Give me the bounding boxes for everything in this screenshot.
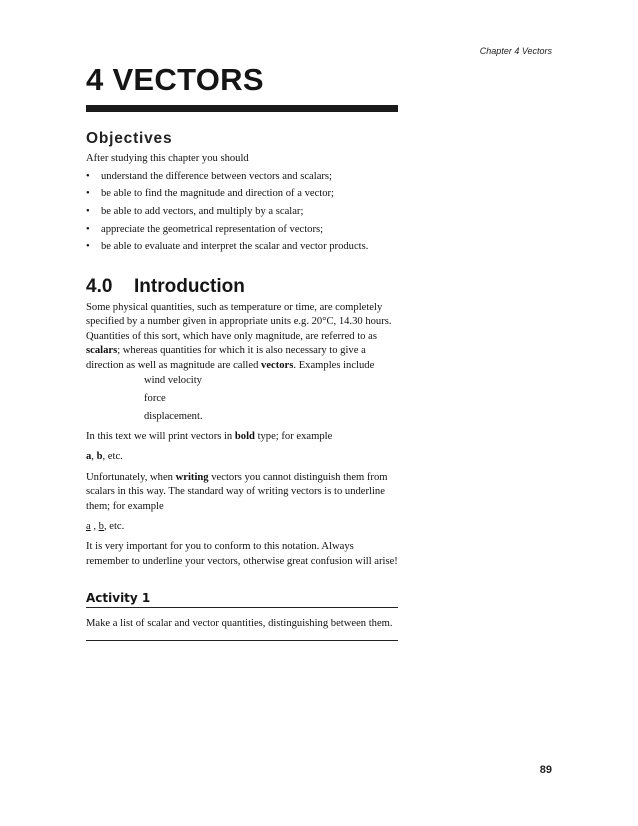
term-scalars: scalars	[86, 345, 118, 357]
section-heading	[86, 275, 398, 297]
objective-text: be able to add vectors, and multiply by a scalar;	[101, 206, 304, 217]
introduction-body	[86, 301, 398, 569]
example-item: force	[144, 392, 166, 404]
activity-heading: Activity 1	[86, 591, 398, 607]
underlined-vector-example	[86, 520, 398, 534]
section-title: Introduction	[134, 275, 245, 297]
intro-paragraph	[86, 301, 398, 373]
bullet-icon: •	[86, 188, 90, 200]
text-run: In this text we will print vectors in	[86, 431, 235, 443]
bullet-icon: •	[86, 206, 90, 217]
bullet-icon: •	[86, 223, 90, 235]
activity-bottom-rule	[86, 640, 398, 641]
text-run: , etc.	[102, 451, 123, 463]
term-bold: bold	[234, 431, 255, 443]
text-run: Some physical quantities, such as temperature or time, are completely specified by a number given in appropriate units e.g. 20°C, 14.30 hours. Quantities of this sort, which have only magnitude, are referred to as	[86, 302, 392, 342]
text-run: type; for example	[254, 431, 333, 443]
text-run: Unfortunately, when	[86, 471, 176, 483]
bold-notation-paragraph	[86, 430, 398, 444]
objective-item	[86, 170, 398, 184]
objective-item	[86, 240, 398, 254]
example-item: wind velocity	[144, 375, 202, 387]
bullet-icon: •	[86, 241, 90, 253]
section-number: 4.0	[86, 275, 113, 297]
objective-item	[86, 205, 398, 219]
vector-b: b	[96, 451, 103, 463]
objective-text: understand the difference between vectors and scalars;	[101, 170, 332, 182]
examples-list	[144, 374, 398, 424]
objective-item	[86, 223, 398, 237]
text-run: ; whereas quantities for which it is also necessary to give a direction as well as magnitude are called	[86, 345, 366, 371]
objectives-intro: After studying this chapter you should	[86, 153, 249, 165]
text-run: . Examples include	[293, 359, 375, 371]
example-item: displacement.	[144, 410, 203, 422]
page-number: 89	[539, 764, 552, 776]
underlined-vector-a: a	[86, 521, 91, 533]
running-header: Chapter 4 Vectors	[479, 46, 552, 56]
vector-a: a	[86, 451, 92, 463]
page-content	[86, 132, 398, 641]
title-rule	[86, 105, 398, 112]
chapter-title: 4 VECTORS	[86, 62, 264, 97]
objective-text: be able to find the magnitude and direction of a vector;	[101, 188, 334, 200]
notation-advice-paragraph: It is very important for you to conform to this notation. Always remember to underline your vectors, otherwise great confusion will arise!	[86, 541, 398, 567]
objective-text: be able to evaluate and interpret the scalar and vector products.	[101, 241, 369, 253]
term-vectors: vectors	[261, 359, 294, 371]
text-run: ,	[91, 451, 97, 463]
underlined-vector-b: b	[98, 521, 104, 533]
writing-notation-paragraph	[86, 471, 398, 514]
text-run: , etc.	[103, 521, 125, 533]
term-writing: writing	[175, 471, 209, 483]
objective-item	[86, 187, 398, 201]
objective-text: appreciate the geometrical representation of vectors;	[101, 223, 324, 235]
activity-text: Make a list of scalar and vector quantities, distinguishing between them.	[86, 617, 393, 629]
text-run: ,	[90, 521, 99, 533]
bold-vector-example	[86, 450, 398, 464]
bullet-icon: •	[86, 170, 90, 182]
text-run: vectors you cannot distinguish them from scalars in this way. The standard way of writing vectors is to underline them; for example	[86, 471, 388, 512]
objectives-heading: Objectives	[86, 130, 173, 147]
objectives-list	[86, 170, 398, 255]
